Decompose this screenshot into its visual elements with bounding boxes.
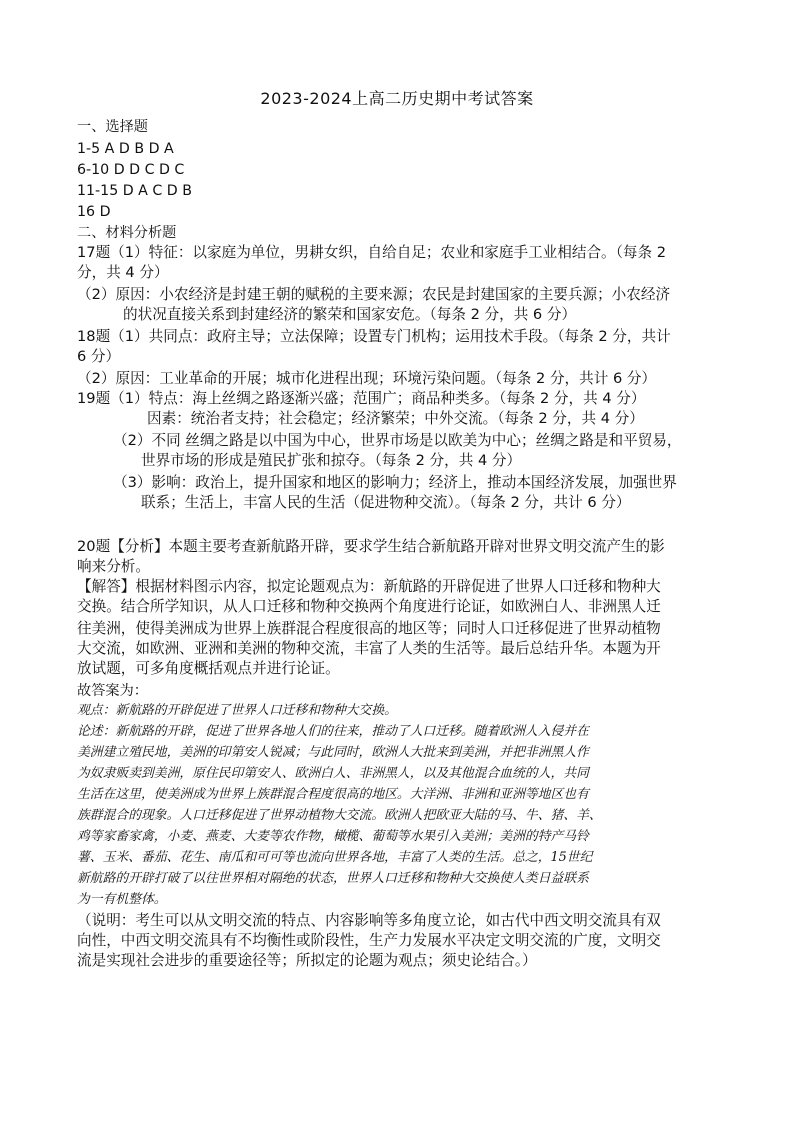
q20-handwritten-line: 族群混合的现象。人口迁移促进了世界动植物大交流。欧洲人把欧亚大陆的马、牛、猪、羊、 xyxy=(77,808,602,823)
q20-analysis: 响来分析。 xyxy=(77,558,150,575)
q19-line: （3）影响：政治上，提升国家和地区的影响力；经济上，推动本国经济发展，加强世界 xyxy=(113,474,677,491)
q20-note-line: （说明：考生可以从文明交流的特点、内容影响等多角度立论，如古代中西文明交流具有双 xyxy=(77,912,661,929)
q20-analysis: 20题【分析】本题主要考查新航路开辟，要求学生结合新航路开辟对世界文明交流产生的影 xyxy=(77,538,665,555)
q20-answer-label: 故答案为： xyxy=(77,683,148,699)
q20-note-line: 向性，中西文明交流具有不均衡性或阶段性，生产力发展水平决定文明交流的广度，文明交 xyxy=(77,932,661,949)
q20-handwritten-line: 生活在这里，使美洲成为世界上族群混合程度很高的地区。大洋洲、非洲和亚洲等地区也有 xyxy=(77,787,589,802)
q20-handwritten-line: 为一有机整体。 xyxy=(77,892,167,907)
q20-answer-line: 放试题，可多角度概括观点并进行论证。 xyxy=(77,660,340,677)
q20-handwritten-line: 薯、玉米、番茄、花生、南瓜和可可等也流向世界各地，丰富了人类的生活。总之，15世纪 xyxy=(77,850,593,865)
q19-line: 因素：统治者支持；社会稳定；经济繁荣；中外交流。（每条 2 分，共 4 分） xyxy=(147,410,644,427)
q20-handwritten-line: 为奴隶贩卖到美洲，原住民印第安人、欧洲白人、非洲黑人，以及其他混合血统的人，共同 xyxy=(77,766,589,781)
section-heading-material: 二、材料分析题 xyxy=(77,225,177,241)
choice-answers-11-15: 11-15 D A C D B xyxy=(77,183,192,199)
choice-answer-16: 16 D xyxy=(77,204,111,220)
q17-line: 17题（1）特征：以家庭为单位，男耕女织，自给自足；农业和家庭手工业相结合。（每条 2 xyxy=(77,244,667,261)
page-title: 2023-2024上高二历史期中考试答案 xyxy=(260,89,534,108)
q17-line: 分，共 4 分） xyxy=(77,264,169,281)
q19-line: 19题（1）特点：海上丝绸之路逐渐兴盛；范围广；商品种类多。（每条 2 分，共 4 分） xyxy=(77,390,646,407)
choice-answers-6-10: 6-10 D D C D C xyxy=(77,162,185,178)
q18-line: 18题（1）共同点：政府主导；立法保障；设置专门机构；运用技术手段。（每条 2 分，共计 xyxy=(77,328,671,345)
q20-handwritten-line: 论述：新航路的开辟，促进了世界各地人们的往来，推动了人口迁移。随着欧洲人入侵并在 xyxy=(77,724,589,739)
q19-line: 联系；生活上，丰富人民的生活（促进物种交流）。（每条 2 分，共计 6 分） xyxy=(141,494,631,511)
q18-line: 6 分） xyxy=(77,348,121,365)
q20-answer-line: 大交流，如欧洲、亚洲和美洲的物种交流，丰富了人类的生活等。最后总结升华。本题为开 xyxy=(77,640,661,657)
q19-line: （2）不同 丝绸之路是以中国为中心，世界市场是以欧美为中心；丝绸之路是和平贸易， xyxy=(113,432,682,449)
q17-line: 的状况直接关系到封建经济的繁荣和国家安危。（每条 2 分，共 6 分） xyxy=(123,306,577,323)
q20-answer-line: 交换。结合所学知识，从人口迁移和物种交换两个角度进行论证，如欧洲白人、非洲黑人迁 xyxy=(77,598,661,615)
q20-handwritten-line: 美洲建立殖民地，美洲的印第安人锐减；与此同时，欧洲人大批来到美洲，并把非洲黑人作 xyxy=(77,745,589,760)
choice-answers-1-5: 1-5 A D B D A xyxy=(77,141,174,157)
q20-answer-line: 往美洲，使得美洲成为世界上族群混合程度很高的地区等；同时人口迁移促进了世界动植物 xyxy=(77,620,661,637)
q18-line: （2）原因：工业革命的开展；城市化进程出现；环境污染问题。（每条 2 分，共计 6 分） xyxy=(77,370,657,387)
q20-note-line: 流是实现社会进步的重要途径等；所拟定的论题为观点；须史论结合。） xyxy=(77,952,537,969)
q20-answer-line: 【解答】根据材料图示内容，拟定论题观点为：新航路的开辟促进了世界人口迁移和物种大 xyxy=(77,578,661,595)
q17-line: （2）原因：小农经济是封建王朝的赋税的主要来源；农民是封建国家的主要兵源；小农经济 xyxy=(77,286,671,303)
section-heading-choice: 一、选择题 xyxy=(77,119,148,135)
q20-handwritten-line: 新航路的开辟打破了以往世界相对隔绝的状态，世界人口迁移和物种大交换使人类日益联系 xyxy=(77,871,589,886)
q20-handwritten-line: 观点：新航路的开辟促进了世界人口迁移和物种大交换。 xyxy=(77,703,397,718)
q19-line: 世界市场的形成是殖民扩张和掠夺。（每条 2 分，共 4 分） xyxy=(141,452,522,469)
q20-handwritten-line: 鸡等家畜家禽，小麦、燕麦、大麦等农作物，橄榄、葡萄等水果引入美洲；美洲的特产马铃 xyxy=(77,829,589,844)
